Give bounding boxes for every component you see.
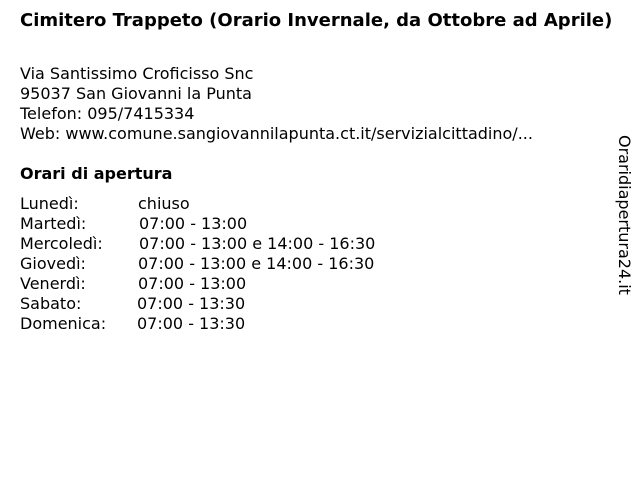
opening-hours-heading: Orari di apertura bbox=[20, 164, 173, 183]
day-label: Domenica: bbox=[20, 314, 107, 333]
hours-row-saturday bbox=[20, 294, 246, 314]
address-block bbox=[20, 64, 533, 144]
day-hours: 07:00 - 13:00 e 14:00 - 16:30 bbox=[139, 234, 376, 253]
hours-row-monday bbox=[20, 194, 190, 214]
day-label: Sabato: bbox=[20, 294, 82, 313]
hours-row-tuesday bbox=[20, 214, 248, 234]
day-label: Lunedì: bbox=[20, 194, 79, 213]
day-hours: 07:00 - 13:00 e 14:00 - 16:30 bbox=[138, 254, 375, 273]
day-label: Mercoledì: bbox=[20, 234, 103, 253]
day-hours: 07:00 - 13:30 bbox=[137, 314, 246, 333]
hours-row-sunday bbox=[20, 314, 246, 334]
day-hours: 07:00 - 13:00 bbox=[139, 214, 248, 233]
website-link[interactable]: Web: www.comune.sangiovannilapunta.ct.it/servizialcittadino/... bbox=[20, 124, 533, 143]
day-hours: 07:00 - 13:00 bbox=[138, 274, 247, 293]
hours-row-thursday bbox=[20, 254, 375, 274]
day-hours: chiuso bbox=[138, 194, 190, 213]
phone-number[interactable]: Telefon: 095/7415334 bbox=[20, 104, 195, 123]
day-hours: 07:00 - 13:30 bbox=[137, 294, 246, 313]
address-city: 95037 San Giovanni la Punta bbox=[20, 84, 252, 103]
hours-row-friday bbox=[20, 274, 247, 294]
place-title: Cimitero Trappeto (Orario Invernale, da Ottobre ad Aprile) bbox=[20, 10, 613, 31]
hours-row-wednesday bbox=[20, 234, 376, 254]
opening-hours-table bbox=[20, 194, 376, 334]
address-street: Via Santissimo Croficisso Snc bbox=[20, 64, 254, 83]
site-brand-watermark: Oraridiapertura24.it bbox=[615, 135, 634, 295]
day-label: Venerdì: bbox=[20, 274, 86, 293]
day-label: Martedì: bbox=[20, 214, 87, 233]
day-label: Giovedì: bbox=[20, 254, 86, 273]
